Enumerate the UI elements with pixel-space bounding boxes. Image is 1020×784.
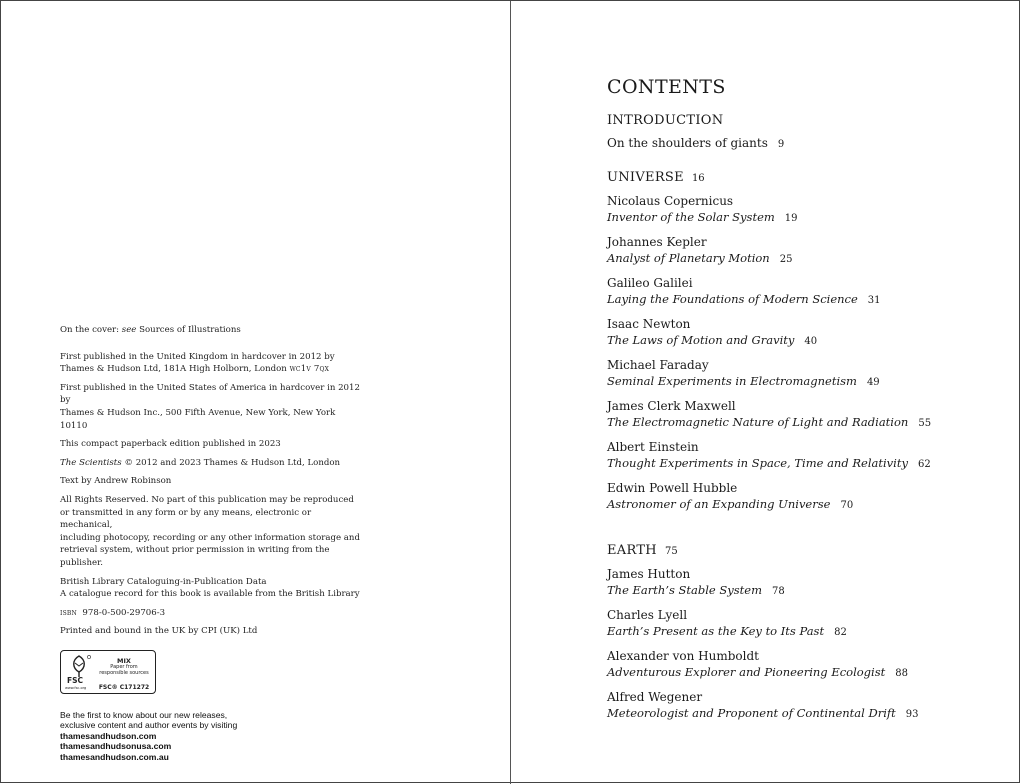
entry-subtitle-line [607, 209, 1007, 227]
entry-name: Charles Lyell [607, 608, 688, 622]
entry-subtitle-line [607, 291, 1007, 309]
rights-line-1: All Rights Reserved. No part of this publication may be reproduced [60, 494, 354, 505]
entry-name: Albert Einstein [607, 440, 699, 454]
cover-prefix: On the cover: [60, 325, 122, 335]
entry-subtitle: Earth’s Present as the Key to Its Past [607, 624, 825, 638]
copyright-notice [60, 457, 360, 470]
page-number: 78 [772, 586, 785, 597]
entry-subtitle-line [607, 664, 1007, 682]
promo-urls [60, 731, 360, 762]
entry-subtitle-line [607, 373, 1007, 391]
entry-subtitle: Astronomer of an Expanding Universe [607, 497, 831, 511]
toc-entry[interactable] [607, 275, 1007, 309]
uk-line-1: First published in the United Kingdom in hardcover in 2012 by [60, 351, 335, 362]
cip-data [60, 576, 360, 601]
uk-publication [60, 351, 360, 376]
us-line-1: First published in the United States of America in hardcover in 2012 by [60, 382, 360, 406]
page-number: 93 [905, 709, 919, 720]
entry-name: James Clerk Maxwell [607, 399, 736, 413]
page-number: 16 [691, 173, 705, 184]
url-thamesandhudson-com-au[interactable]: thamesandhudson.com.au [60, 751, 169, 762]
toc-entry[interactable] [607, 234, 1007, 268]
entry-name: Isaac Newton [607, 317, 691, 331]
entry-subtitle: Meteorologist and Proponent of Continental Drift [607, 706, 896, 720]
url-thamesandhudsonusa-com[interactable]: thamesandhudsonusa.com [60, 741, 172, 752]
entry-name: Edwin Powell Hubble [607, 481, 738, 495]
section-universe [607, 170, 1007, 514]
promo-line-2: exclusive content and author events by visiting [60, 720, 238, 731]
uk-line-2: Thames & Hudson Ltd, 181A High Holborn, London [60, 364, 290, 375]
toc-entry[interactable] [607, 607, 1007, 641]
us-line-2: Thames & Hudson Inc., 500 Fifth Avenue, New York, New York 10110 [60, 407, 336, 431]
section-heading-introduction: INTRODUCTION [607, 113, 724, 128]
page-number: 70 [840, 500, 854, 511]
earth-entries [607, 566, 1007, 723]
promo-block [60, 710, 360, 762]
page-number: 62 [917, 459, 931, 470]
entry-subtitle-line [607, 582, 1007, 600]
page-number: 82 [834, 627, 847, 638]
fsc-wordmark: FSC [67, 675, 84, 685]
rights-line-3: including photocopy, recording or any other information storage and [60, 532, 360, 543]
entry-name: Alexander von Humboldt [607, 649, 759, 663]
entry-subtitle: Seminal Experiments in Electromagnetism [607, 374, 857, 388]
cover-suffix: Sources of Illustrations [136, 325, 241, 335]
entry-subtitle-line [607, 623, 1007, 641]
printer-credit: Printed and bound in the UK by CPI (UK) Ltd [60, 626, 258, 637]
page-number: 55 [918, 418, 932, 429]
cover-credit [60, 324, 360, 337]
section-title: UNIVERSE [607, 170, 684, 185]
fsc-description [95, 664, 153, 676]
copyright-page [60, 324, 360, 762]
contents-page [607, 75, 1007, 730]
fsc-desc-2: responsible sources [99, 669, 149, 676]
entry-subtitle: On the shoulders of giants [607, 136, 768, 150]
toc-entry-introduction[interactable] [607, 135, 1007, 153]
isbn [60, 607, 360, 620]
toc-entry[interactable] [607, 648, 1007, 682]
toc-entry[interactable] [607, 316, 1007, 350]
fsc-badge [60, 650, 156, 694]
entry-subtitle-line [607, 332, 1007, 350]
toc-entry[interactable] [607, 398, 1007, 432]
fsc-website: www.fsc.org [65, 685, 87, 690]
cip-line-2: A catalogue record for this book is available from the British Library [60, 589, 360, 600]
url-thamesandhudson-com[interactable]: thamesandhudson.com [60, 730, 157, 741]
entry-name: Michael Faraday [607, 358, 709, 372]
toc-entry[interactable] [607, 193, 1007, 227]
page-number: 31 [867, 295, 881, 306]
book-title: The Scientists [60, 457, 122, 468]
entry-subtitle: The Earth’s Stable System [607, 583, 762, 597]
paperback-edition: This compact paperback edition published in 2023 [60, 439, 281, 450]
section-title: EARTH [607, 543, 657, 558]
universe-entries [607, 193, 1007, 514]
cip-line-1: British Library Cataloguing-in-Publication Data [60, 576, 267, 587]
page-number: 19 [784, 213, 798, 224]
fsc-desc-1: Paper from [110, 663, 138, 670]
rights-line-2: or transmitted in any form or by any means, electronic or mechanical, [60, 507, 312, 531]
section-heading-universe [607, 170, 1007, 187]
section-earth [607, 543, 1007, 723]
entry-name: Galileo Galilei [607, 276, 693, 290]
author-credit: Text by Andrew Robinson [60, 476, 172, 487]
fsc-mix-label: MIX [117, 656, 131, 665]
cover-see: see [121, 325, 137, 335]
entry-subtitle: Thought Experiments in Space, Time and Relativity [607, 456, 908, 470]
us-publication [60, 382, 360, 432]
section-heading-earth [607, 543, 1007, 560]
toc-entry[interactable] [607, 357, 1007, 391]
entry-subtitle: Inventor of the Solar System [607, 210, 775, 224]
page-number: 9 [777, 139, 785, 150]
entry-subtitle-line [607, 455, 1007, 473]
section-introduction [607, 113, 1007, 153]
contents-title: CONTENTS [607, 76, 726, 98]
rights-statement [60, 494, 360, 570]
entry-name: Nicolaus Copernicus [607, 194, 734, 208]
toc-entry[interactable] [607, 480, 1007, 514]
entry-subtitle: Laying the Foundations of Modern Science [607, 292, 858, 306]
page-number: 25 [779, 254, 793, 265]
isbn-label: isbn [60, 607, 77, 618]
entry-subtitle: The Laws of Motion and Gravity [607, 333, 795, 347]
rights-line-4: retrieval system, without prior permission in writing from the publisher. [60, 545, 330, 568]
entry-name: Alfred Wegener [607, 690, 703, 704]
entry-name: James Hutton [607, 567, 691, 581]
page-number: 40 [804, 336, 818, 347]
entry-subtitle: Analyst of Planetary Motion [607, 251, 770, 265]
entry-subtitle-line [607, 414, 1007, 432]
toc-entry[interactable] [607, 566, 1007, 600]
isbn-value: 978-0-500-29706-3 [82, 607, 166, 618]
entry-subtitle-line [607, 250, 1007, 268]
page-gutter [510, 1, 511, 784]
entry-subtitle: Adventurous Explorer and Pioneering Ecologist [607, 665, 886, 679]
fsc-code: FSC® C171272 [98, 683, 150, 691]
page-number: 88 [895, 668, 908, 679]
uk-postcode: wc1v 7qx [289, 364, 330, 375]
entry-subtitle: The Electromagnetic Nature of Light and Radiation [607, 415, 909, 429]
page-number: 75 [664, 546, 678, 557]
entry-subtitle-line [607, 705, 1007, 723]
page-number: 49 [866, 377, 880, 388]
toc-entry[interactable] [607, 439, 1007, 473]
entry-subtitle-line [607, 496, 1007, 514]
entry-name: Johannes Kepler [607, 235, 707, 249]
toc-entry[interactable] [607, 689, 1007, 723]
promo-line-1: Be the first to know about our new releases, [60, 709, 228, 720]
copyright-holder: © 2012 and 2023 Thames & Hudson Ltd, London [121, 457, 341, 468]
